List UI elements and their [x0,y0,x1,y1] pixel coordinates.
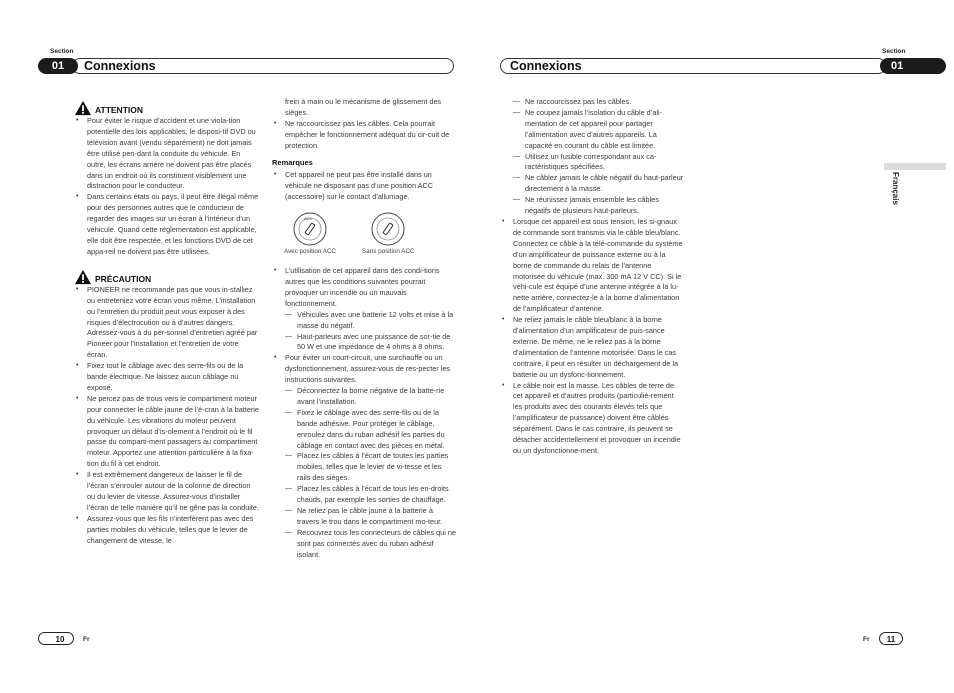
list-item: — Ne câblez jamais le câble négatif du haut-parleur directement à la masse. [513,173,684,195]
page-number-right: 11 [879,632,903,645]
continuation-text: frein à main ou le mécanisme de glissement des sièges. [285,97,442,117]
list-item: — Ne raccourcissez pas les câbles. [513,97,684,108]
list-item: — Haut-parleurs avec une puissance de sor-tie de 50 W et une impédance de 4 ohms à 8 ohms. [285,332,456,354]
lang-abbrev-right: Fr [863,636,870,643]
language-tab-bar [884,163,946,170]
page-number-left: 10 [38,632,74,645]
list-item: — Utilisez un fusible correspondant aux ca-ractéristiques spécifiées. [513,152,684,174]
column-middle [272,97,456,561]
list-item: — Recouvrez tous les connecteurs de câbles qui ne sont pas connectés avec du ruban adhésif isolant. [285,528,456,561]
list-item: • Ne reliez jamais le câble bleu/blanc à la borne d’alimentation d’un amplificateur de puis-sance externe. De même, ne le reliez pas à la borne d’alimentation de l’antenne motorisée. Dans le cas contraire, il peut en résulter un déchargement de la batterie ou un dysfonc-tionnement. [500,315,684,380]
right-bullet-list [500,217,684,457]
list-item: • Assurez-vous que les fils n’interfèrent pas avec des parties mobiles du véhicule, telles que le levier de changement de vitesse, le [74,514,260,547]
acc-with-figure [284,211,336,258]
list-item [272,266,456,353]
list-item: — Ne reliez pas le câble jaune à la batterie à travers le trou dans le compartiment mo-teur. [285,506,456,528]
short-circuit-intro: Pour éviter un court-circuit, une surchauffe ou un dysfonctionnement, assurez-vous de res-pecter les instructions suivantes. [285,353,451,385]
section-number-right: 01 [880,58,946,74]
list-item: — Déconnectez la borne négative de la batte-rie avant l’installation. [285,386,456,408]
remarks-list [272,170,456,203]
section-number-left: 01 [38,58,78,74]
page-title-right: Connexions [510,59,582,73]
list-item: — Placez les câbles à l’écart de toutes les parties mobiles, telles que le levier de vi-tesse et les rails des sièges. [285,451,456,484]
acc-without-figure [362,211,415,258]
section-label-left: Section [50,48,74,55]
list-item: • Pour éviter le risque d’accident et une viola-tion potentielle des lois applicables, le disposi-tif DVD ou télévision avant (vendu séparément) ne doit jamais être utilisé pen-dant la conduite du véhicule. En outre, les écrans arrière ne doivent pas être placés dans un endroit où ils constituent visiblement une distraction pour le conducteur. [74,116,260,192]
precaution-heading [74,267,260,285]
short-circuit-list [285,386,456,561]
warning-triangle-icon [74,269,92,285]
precaution-heading-text: PRÉCAUTION [95,273,152,284]
list-item: • Ne raccourcissez pas les câbles. Cela pourrait empêcher le fonctionnement adéquat du cir-cuit de protection. [272,119,456,152]
short-cable-list [272,119,456,152]
lang-abbrev-left: Fr [83,636,90,643]
list-item: • Lorsque cet appareil est sous tension, les si-gnaux de commande sont transmis via le câble bleu/blanc. Connectez ce câble à la télé-commande du système d’un amplificateur de puissance externe ou à la borne de commande du relais de l’antenne motorisée du véhicule (max. 300 mA 12 V CC). Si le véhi-cule est équipé d’une antenne intégrée à la lu-nette arrière, connectez-le à la borne d’alimentation de l’amplificateur d’antenne. [500,217,684,315]
ignition-without-acc-icon [366,211,410,247]
list-item: • PIONEER ne recommande pas que vous in-stalliez ou entreteniez votre écran vous même. L’installation ou l’entretien du produit peut vous exposer à des risques d’électrocution ou à d’autres dangers. Adressez-vous à du per-sonnel d’entretien agréé par Pioneer pour l’installation et l’entretien de votre écran. [74,285,260,361]
list-item: • Dans certains états ou pays, il peut être illégal même pour des personnes autres que le conducteur de regarder des images sur un écran à l’intérieur d’un véhicule. Quand cette réglementation est applicable, elle doit être respectée, et les fonctions DVD de cet appa-reil ne doivent pas être utilisées. [74,192,260,257]
acc-with-label: Avec position ACC [284,248,337,256]
list-item: • Ne percez pas de trous vers le compartiment moteur pour connecter le câble jaune de l’é-cran à la batterie du véhicule. Les vibrations du moteur peuvent provoquer un défaut d’is-olement à l’endroit où le fil passe du comparti-ment passagers au compartiment moteur. Apportez une attention particulière à la fixa-tion du fil à cet endroit. [74,394,260,470]
list-item: — Placez les câbles à l’écart de tous les en-droits chauds, par exemple les sorties de chauffage. [285,484,456,506]
column-right [500,97,684,457]
list-item: — Ne coupez jamais l’isolation du câble d’ali-mentation de cet appareil pour partager l’alimentation avec d’autres appareils. La capacité en courant du câble est limitée. [513,108,684,152]
conditions-intro-list [272,266,456,560]
right-dash-list [500,97,684,217]
precaution-list [74,285,260,547]
column-left [74,98,260,547]
attention-list [74,116,260,258]
ignition-with-acc-icon [288,211,332,247]
warning-triangle-icon [74,100,92,116]
list-item: — Fixez le câblage avec des serre-fils ou de la bande adhésive. Pour protéger le câblage, enroulez dans du ruban adhésif les parties du câblage en contact avec des pièces en métal. [285,408,456,452]
list-item: • Cet appareil ne peut pas être installé dans un véhicule ne disposant pas d’une position ACC (accessoire) sur le contact d’allumage. [272,170,456,203]
language-tab-label: Français [891,172,900,205]
list-item [272,353,456,560]
list-item: — Véhicules avec une batterie 12 volts et mise à la masse du négatif. [285,310,456,332]
acc-illustrations [284,211,456,258]
list-item: • Il est extrêmement dangereux de laisser le fil de l’écran s’enrouler autour de la colonne de direction ou du levier de vitesse. Assurez-vous d’installer l’écran de telle manière qu’il ne gêne pas la conduite. [74,470,260,514]
section-label-right: Section [882,48,906,55]
attention-heading-text: ATTENTION [95,105,144,116]
acc-without-label: Sans position ACC [362,248,415,256]
attention-heading [74,98,260,116]
list-item: • Fixez tout le câblage avec des serre-fils ou de la bande électrique. Ne laissez aucun câblage nu exposé. [74,361,260,394]
conditions-list [285,310,456,354]
list-item: — Ne réunissez jamais ensemble les câbles négatifs de plusieurs haut-parleurs. [513,195,684,217]
remarks-heading: Remarques [272,157,313,167]
list-item: • Le câble noir est la masse. Les câbles de terre de cet appareil et d’autres produits (particuliè-rement les produits avec des courants élevés tels que l’amplificateur de puissance) doivent être câblés séparément. Dans le cas contraire, ils peuvent se détacher accidentellement et provoquer un incendie ou un dysfonctionne-ment. [500,381,684,457]
acc-dial-text: ACC [304,216,313,222]
page-title-left: Connexions [84,59,156,73]
conditions-intro: L’utilisation de cet appareil dans des condi-tions autres que les conditions suivantes pourrait provoquer un incendie ou un mauvais fonctionnement. [285,266,440,308]
